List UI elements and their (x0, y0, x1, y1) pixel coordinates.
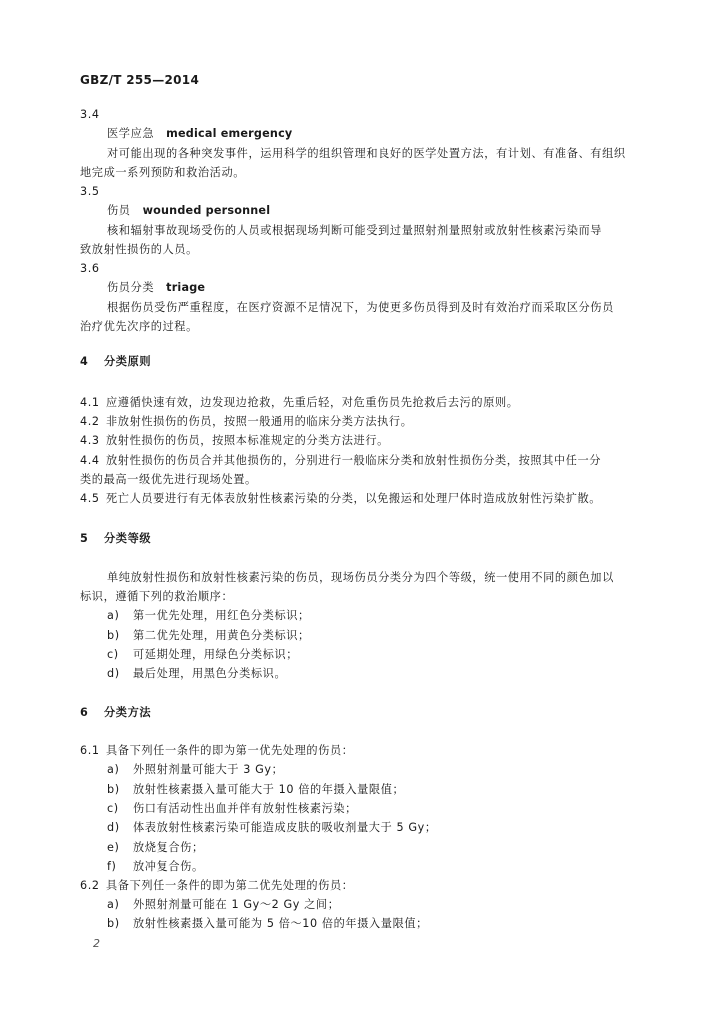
list-text: 体表放射性核素污染可能造成皮肤的吸收剂量大于 5 Gy； (133, 821, 437, 834)
section-number: 5 (80, 532, 89, 545)
list-item (107, 783, 404, 797)
list-marker: d) (107, 667, 120, 680)
list-item (107, 802, 357, 816)
clause-text: 放射性损伤的伤员合并其他损伤的，分别进行一般临床分类和放射性损伤分类，按照其中任一分 (106, 454, 602, 467)
section-title: 分类等级 (104, 532, 152, 545)
clause-text: 死亡人员要进行有无体表放射性核素污染的分类，以免搬运和处理尸体时造成放射性污染扩散。 (106, 492, 602, 505)
list-marker: a) (107, 898, 120, 911)
clause-text: 非放射性损伤的伤员，按照一般通用的临床分类方法执行。 (106, 415, 413, 428)
term-heading (107, 204, 270, 218)
term-heading (107, 127, 292, 141)
definition-line: 对可能出现的各种突发事件，运用科学的组织管理和良好的医学处置方法，有计划、有准备、有组织 (107, 147, 626, 160)
clause-number: 4.4 (80, 454, 100, 467)
list-text: 放烧复合伤； (133, 841, 204, 854)
list-marker: b) (107, 629, 120, 642)
list-marker: d) (107, 821, 120, 834)
list-text: 可延期处理，用绿色分类标识； (133, 648, 299, 661)
clause-item (80, 744, 354, 758)
clause-number: 6.1 (80, 744, 100, 757)
clause-item (80, 434, 389, 448)
clause-number: 6.2 (80, 879, 100, 892)
list-item (107, 841, 204, 855)
clause-text: 具备下列任一条件的即为第一优先处理的伤员： (106, 744, 354, 757)
list-item (107, 763, 283, 777)
list-marker: b) (107, 783, 120, 796)
term-chinese: 伤员 (107, 204, 131, 217)
list-item (107, 917, 428, 931)
term-english: medical emergency (166, 127, 293, 140)
clause-number: 3.6 (80, 262, 100, 275)
clause-number: 4.1 (80, 396, 100, 409)
list-text: 放冲复合伤。 (133, 860, 204, 873)
clause-number: 4.5 (80, 492, 100, 505)
list-marker: b) (107, 917, 120, 930)
definition-line: 根据伤员受伤严重程度，在医疗资源不足情况下，为使更多伤员得到及时有效治疗而采取区分伤员 (107, 301, 614, 314)
paragraph-line: 标识，遵循下列的救治顺序： (80, 590, 234, 603)
clause-continuation: 类的最高一级优先进行现场处置。 (80, 473, 257, 486)
list-text: 第二优先处理，用黄色分类标识； (133, 629, 310, 642)
clause-item (80, 879, 354, 893)
list-item (107, 648, 298, 662)
list-text: 放射性核素摄入量可能大于 10 倍的年摄入量限值； (133, 783, 405, 796)
list-item (107, 667, 286, 681)
list-item (107, 629, 310, 643)
term-heading (107, 281, 205, 295)
list-marker: a) (107, 763, 120, 776)
list-marker: a) (107, 609, 120, 622)
page-number: 2 (93, 937, 100, 950)
list-text: 外照射剂量可能在 1 Gy～2 Gy 之间； (133, 898, 340, 911)
clause-number: 4.3 (80, 434, 100, 447)
definition-line: 致放射性损伤的人员。 (80, 243, 198, 256)
section-heading (80, 532, 151, 546)
term-english: wounded personnel (142, 204, 271, 217)
list-item (107, 821, 437, 835)
term-english: triage (166, 281, 206, 294)
clause-number: 3.5 (80, 185, 100, 198)
list-marker: f) (107, 860, 117, 873)
list-item (107, 860, 204, 874)
list-marker: c) (107, 802, 119, 815)
definition-line: 治疗优先次序的过程。 (80, 320, 198, 333)
clause-text: 具备下列任一条件的即为第二优先处理的伤员： (106, 879, 354, 892)
clause-text: 放射性损伤的伤员，按照本标准规定的分类方法进行。 (106, 434, 389, 447)
list-text: 最后处理，用黑色分类标识。 (133, 667, 287, 680)
list-text: 伤口有活动性出血并伴有放射性核素污染； (133, 802, 357, 815)
section-title: 分类方法 (104, 706, 152, 719)
clause-number: 4.2 (80, 415, 100, 428)
paragraph-line: 单纯放射性损伤和放射性核素污染的伤员，现场伤员分类分为四个等级，统一使用不同的颜色加以 (107, 571, 614, 584)
list-marker: c) (107, 648, 119, 661)
list-marker: e) (107, 841, 120, 854)
term-chinese: 伤员分类 (107, 281, 155, 294)
clause-item (80, 396, 519, 410)
clause-number: 3.4 (80, 108, 100, 121)
term-chinese: 医学应急 (107, 127, 155, 140)
list-text: 第一优先处理，用红色分类标识； (133, 609, 310, 622)
definition-line: 地完成一系列预防和救治活动。 (80, 166, 246, 179)
definition-line: 核和辐射事故现场受伤的人员或根据现场判断可能受到过量照射剂量照射或放射性核素污染而导 (107, 224, 603, 237)
section-number: 4 (80, 355, 89, 368)
list-text: 外照射剂量可能大于 3 Gy； (133, 763, 284, 776)
section-title: 分类原则 (104, 355, 152, 368)
clause-item (80, 415, 412, 429)
standard-code-header: GBZ/T 255—2014 (80, 73, 200, 87)
list-item (107, 898, 340, 912)
clause-item (80, 454, 601, 468)
clause-text: 应遵循快速有效，边发现边抢救，先重后轻，对危重伤员先抢救后去污的原则。 (106, 396, 519, 409)
section-number: 6 (80, 706, 89, 719)
list-item (107, 609, 310, 623)
section-heading (80, 355, 151, 369)
list-text: 放射性核素摄入量可能为 5 倍～10 倍的年摄入量限值； (133, 917, 428, 930)
section-heading (80, 706, 151, 720)
clause-item (80, 492, 601, 506)
